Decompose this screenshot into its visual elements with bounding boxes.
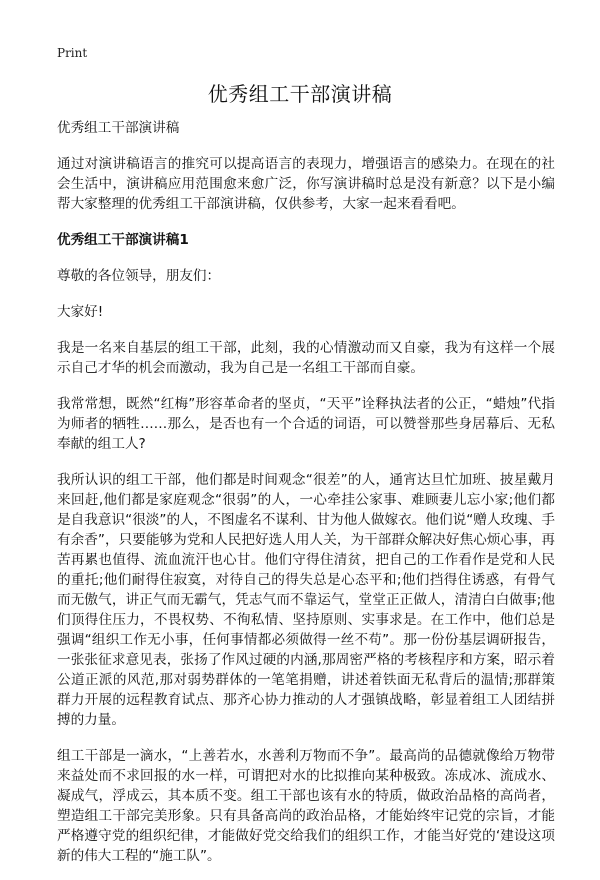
intro-paragraph: 通过对演讲稿语言的推究可以提高语言的表现力，增强语言的感染力。在现在的社会生活中，演讲稿应用范围愈来愈广泛，你写演讲稿时总是没有新意？以下是小编帮大家整理的优秀组工干部演讲稿，仅供参考，大家一起来看看吧。	[57, 156, 555, 212]
document-title: 优秀组工干部演讲稿	[207, 82, 393, 106]
print-link[interactable]: Print	[57, 46, 88, 60]
section-heading: 优秀组工干部演讲稿1	[57, 232, 189, 248]
body-paragraph: 我常常想，既然“红梅”形容革命者的坚贞，“天平”诠释执法者的公正，“蜡烛”代指为师者的牺牲……那么，是否也有一个合适的词语，可以赞誉那些身居幕后、无私奉献的组工人?	[57, 396, 555, 452]
body-paragraph: 组工干部是一滴水，“上善若水，水善利万物而不争”。最高尚的品德就像给万物带来益处而不求回报的水一样，可谓把对水的比拟推向某种极致。冻成冰、流成水、凝成气，浮成云，其本质不变。组工干部也该有水的特质，做政治品格的高尚者，塑造组工干部完美形象。只有具备高尚的政治品格，才能始终牢记党的宗旨，才能严格遵守党的组织纪律，才能做好党交给我们的组织工作，才能当好党的‘建设这项新的伟大工程的“施工队”。	[57, 748, 555, 864]
salutation-paragraph: 尊敬的各位领导，朋友们：	[57, 268, 221, 284]
document-body	[57, 118, 555, 880]
body-paragraph: 我所认识的组工干部，他们都是时间观念“很差”的人，通宵达旦忙加班、披星戴月来回赶,他们都是家庭观念“很弱”的人，一心牵挂公家事、难顾妻儿忘小家;他们都是自我意识“很淡”的人，不图虚名不谋利、甘为他人做嫁衣。他们说“赠人玫瑰、手有余香”，只要能够为党和人民把好选人用人关，为干部群众解决好焦心烦心事，再苦再累也值得、流血流汗也心甘。他们守得住清贫，把自己的工作看作是党和人民的重托;他们耐得住寂寞，对待自己的得失总是心态平和;他们挡得住诱惑，有骨气而无傲气，讲正气而无霸气，凭志气而不靠运气，堂堂正正做人，清清白白做事;他们顶得住压力，不畏权势、不徇私情、坚持原则、实事求是。在工作中，他们总是强调“组织工作无小事，任何事情都必须做得一丝不苟”。那一份份基层调研报告，一张张征求意见表，张扬了作风过硬的内涵,那周密严格的考核程序和方案，昭示着公道正派的风范,那对弱势群体的一笔笔捐赠，讲述着铁面无私背后的温情;那群策群力开展的远程教育试点、那齐心协力推动的人才强镇战略，彰显着组工人团结拼搏的力量。	[57, 472, 555, 728]
body-paragraph: 我是一名来自基层的组工干部，此刻，我的心情激动而又自豪，我为有这样一个展示自己才华的机会而激动，我为自己是一名组工干部而自豪。	[57, 340, 555, 376]
document-subtitle: 优秀组工干部演讲稿	[57, 120, 180, 136]
greeting-paragraph: 大家好!	[57, 304, 104, 320]
